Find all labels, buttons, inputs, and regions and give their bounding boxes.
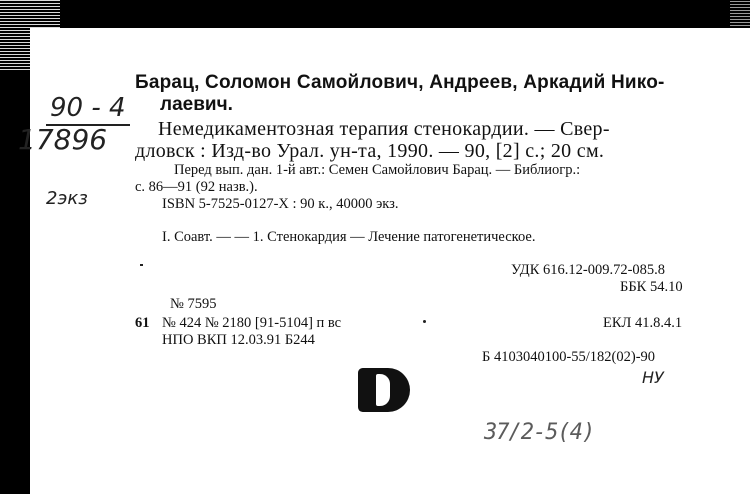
udk-line: УДК 616.12-009.72-085.8 bbox=[511, 262, 666, 278]
note-line1: Перед вып. дан. 1-й авт.: Семен Самойлович Барац. — Библиогр.: bbox=[174, 162, 581, 178]
npo-line: НПО ВКП 12.03.91 Б244 bbox=[162, 332, 315, 348]
order-prefix: 61 bbox=[135, 315, 150, 331]
call-number-bottom: 17896 bbox=[18, 123, 108, 156]
title-line2: дловск : Изд-во Урал. ун-та, 1990. — 90, [2] с.; 20 см. bbox=[135, 140, 605, 162]
catalog-card bbox=[18, 28, 750, 494]
isbn-line: ISBN 5-7525-0127-X : 90 к., 40000 экз. bbox=[162, 196, 399, 212]
bottom-inventory-code: 37/2-5(4) bbox=[484, 420, 595, 445]
note-line2: с. 86—91 (92 назв.). bbox=[135, 179, 258, 195]
ink-stamp-mark bbox=[358, 368, 410, 412]
tracing-line: I. Соавт. — — 1. Стенокардия — Лечение патогенетическое. bbox=[162, 229, 536, 245]
scan-edge-line bbox=[0, 300, 30, 302]
speck-mark bbox=[423, 320, 426, 323]
stamp-note: НУ bbox=[642, 368, 664, 387]
order-line: № 424 № 2180 [91-5104] п вс bbox=[162, 315, 342, 331]
author-heading-line1: Барац, Соломон Самойлович, Андреев, Аркадий Нико- bbox=[135, 72, 665, 93]
speck-mark bbox=[140, 264, 143, 266]
title-line1: Немедикаментозная терапия стенокардии. — Свер- bbox=[158, 118, 610, 140]
copies-note: 2экз bbox=[46, 188, 88, 209]
call-number-top: 90 - 4 bbox=[50, 93, 126, 123]
registry-number: № 7595 bbox=[170, 296, 217, 312]
ekl-line: ЕКЛ 41.8.4.1 bbox=[603, 315, 683, 331]
author-heading-line2: лаевич. bbox=[160, 94, 233, 115]
publication-code: Б 4103040100-55/182(02)-90 bbox=[482, 349, 656, 365]
bbk-line: ББК 54.10 bbox=[620, 279, 683, 295]
